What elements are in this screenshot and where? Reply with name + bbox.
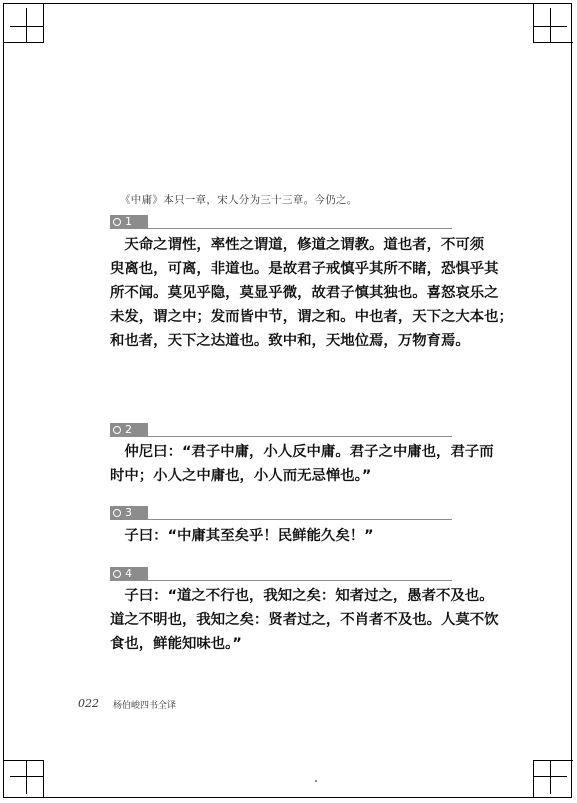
print-dot (315, 780, 317, 782)
section-header (110, 215, 452, 229)
intro-note: 《中庸》本只一章，宋人分为三十三章。今仍之。 (120, 194, 358, 206)
divider (110, 580, 452, 581)
text-line: 臾离也，可离，非道也。是故君子戒慎乎其所不睹，恐惧乎其 (110, 261, 499, 277)
section-tab (110, 506, 148, 520)
circle-icon (113, 218, 121, 226)
text-line: 所不闻。莫见乎隐，莫显乎微，故君子慎其独也。喜怒哀乐之 (110, 285, 499, 301)
section-header (110, 567, 452, 581)
crop-mark (533, 760, 534, 798)
text-line: 子曰：“中庸其至矣乎！民鲜能久矣！” (110, 528, 374, 544)
text-line: 仲尼曰：“君子中庸，小人反中庸。君子之中庸也，君子而 (110, 444, 494, 460)
text-line: 子曰：“道之不行也，我知之矣：知者过之，愚者不及也。 (110, 588, 494, 604)
text-line: 和也者，天下之达道也。致中和，天地位焉，万物育焉。 (110, 333, 470, 349)
running-title: 杨伯峻四书全译 (113, 701, 177, 711)
crop-mark (43, 760, 44, 798)
crop-mark (533, 4, 534, 43)
section-tab (110, 567, 148, 581)
crop-mark (533, 42, 573, 43)
crop-mark (26, 760, 27, 794)
divider (110, 228, 452, 229)
section-text (110, 524, 454, 548)
circle-icon (113, 570, 121, 578)
page-border (3, 3, 572, 798)
section-number: 2 (125, 423, 132, 436)
section-text (110, 584, 499, 656)
section-header (110, 506, 452, 520)
divider (110, 519, 452, 520)
crop-mark (4, 760, 44, 761)
text-line: 未发，谓之中；发而皆中节，谓之和。中也者，天下之大本也； (110, 309, 513, 325)
section-tab (110, 423, 148, 437)
crop-mark (10, 26, 44, 27)
section-text (110, 440, 494, 488)
section-header (110, 423, 452, 437)
text-line: 食也，鲜能知味也。” (110, 636, 242, 652)
crop-mark (533, 760, 573, 761)
circle-icon (113, 426, 121, 434)
crop-mark (10, 776, 44, 777)
text-line: 时中；小人之中庸也，小人而无忌惮也。” (110, 468, 372, 484)
crop-mark (550, 760, 551, 794)
crop-mark (4, 42, 44, 43)
crop-mark (43, 4, 44, 43)
divider (110, 436, 452, 437)
text-line: 道之不明也，我知之矣：贤者过之，不肖者不及也。人莫不饮 (110, 612, 499, 628)
section-number: 4 (125, 567, 132, 580)
section-number: 3 (125, 506, 132, 519)
crop-mark (550, 8, 551, 42)
crop-mark (26, 8, 27, 42)
section-tab (110, 215, 148, 229)
section-text (110, 233, 513, 353)
section-number: 1 (125, 215, 132, 228)
text-line: 天命之谓性，率性之谓道，修道之谓教。道也者，不可须 (110, 237, 485, 253)
circle-icon (113, 509, 121, 517)
page-number: 022 (78, 697, 99, 710)
